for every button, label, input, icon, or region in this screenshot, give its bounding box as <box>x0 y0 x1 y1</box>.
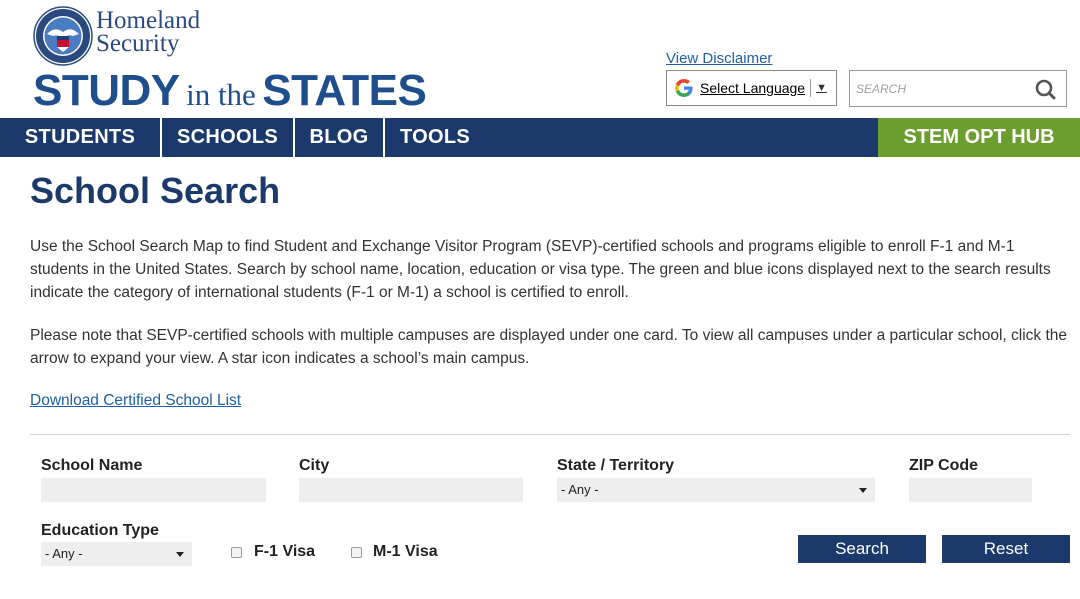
site-search-input[interactable] <box>856 79 1016 99</box>
logo-site-name: STUDY in the STATES <box>33 66 427 115</box>
m1-visa-label[interactable]: M-1 Visa <box>373 543 438 560</box>
nav-item-blog[interactable]: BLOG <box>309 126 369 148</box>
language-selector[interactable] <box>666 70 837 106</box>
school-name-label: School Name <box>41 457 143 474</box>
language-dropdown-arrow-icon[interactable]: ▼ <box>816 82 827 94</box>
search-button[interactable]: Search <box>798 535 926 563</box>
page-title: School Search <box>30 170 281 211</box>
state-territory-label: State / Territory <box>557 457 675 474</box>
search-icon <box>1030 75 1062 103</box>
state-territory-selected-value: - Any - <box>561 482 599 497</box>
intro-paragraph: Use the School Search Map to find Student and Exchange Visitor Program (SEVP)-certified schools and programs eligible to enroll F-1 and M-1 students in the United States. Search by school name, location, education or visa type. The green and blue icons displayed next to the search results indicate the category of international students (F-1 or M-1) a school is certified to enroll. <box>30 238 1051 301</box>
nav-item-tools[interactable]: TOOLS <box>399 126 471 148</box>
logo-org-name: Homeland Security <box>96 7 201 57</box>
f1-visa-checkbox[interactable] <box>231 547 242 558</box>
city-input[interactable] <box>299 478 523 502</box>
state-territory-select[interactable] <box>557 478 875 502</box>
site-search <box>849 70 1067 107</box>
chevron-down-icon <box>859 488 867 493</box>
chevron-down-icon <box>176 552 184 557</box>
site-search-button[interactable] <box>1030 75 1062 103</box>
main-nav <box>0 118 1080 157</box>
education-type-select[interactable] <box>41 542 192 566</box>
reset-button[interactable]: Reset <box>942 535 1070 563</box>
nav-item-stem-opt-hub[interactable]: STEM OPT HUB <box>878 118 1080 157</box>
section-divider <box>30 434 1070 435</box>
language-divider <box>810 79 811 97</box>
google-g-icon <box>674 78 694 98</box>
nav-item-students[interactable]: STUDENTS <box>24 126 136 148</box>
school-name-input[interactable] <box>41 478 266 502</box>
zip-code-input[interactable] <box>909 478 1032 502</box>
download-certified-school-list-link[interactable]: Download Certified School List <box>30 392 242 409</box>
select-language-label[interactable]: Select Language <box>700 80 806 96</box>
dhs-seal-icon <box>33 6 93 66</box>
f1-visa-label[interactable]: F-1 Visa <box>254 543 316 560</box>
education-type-label: Education Type <box>41 522 159 539</box>
view-disclaimer-link[interactable]: View Disclaimer <box>666 50 773 67</box>
m1-visa-checkbox[interactable] <box>351 547 362 558</box>
zip-code-label: ZIP Code <box>909 457 979 474</box>
city-label: City <box>299 457 330 474</box>
education-type-selected-value: - Any - <box>45 546 83 561</box>
campus-note-paragraph: Please note that SEVP-certified schools with multiple campuses are displayed under one card. To view all campuses under a particular school, click the arrow to expand your view. A star icon indicates a school’s main campus. <box>30 327 1068 367</box>
nav-item-schools[interactable]: SCHOOLS <box>177 126 278 148</box>
